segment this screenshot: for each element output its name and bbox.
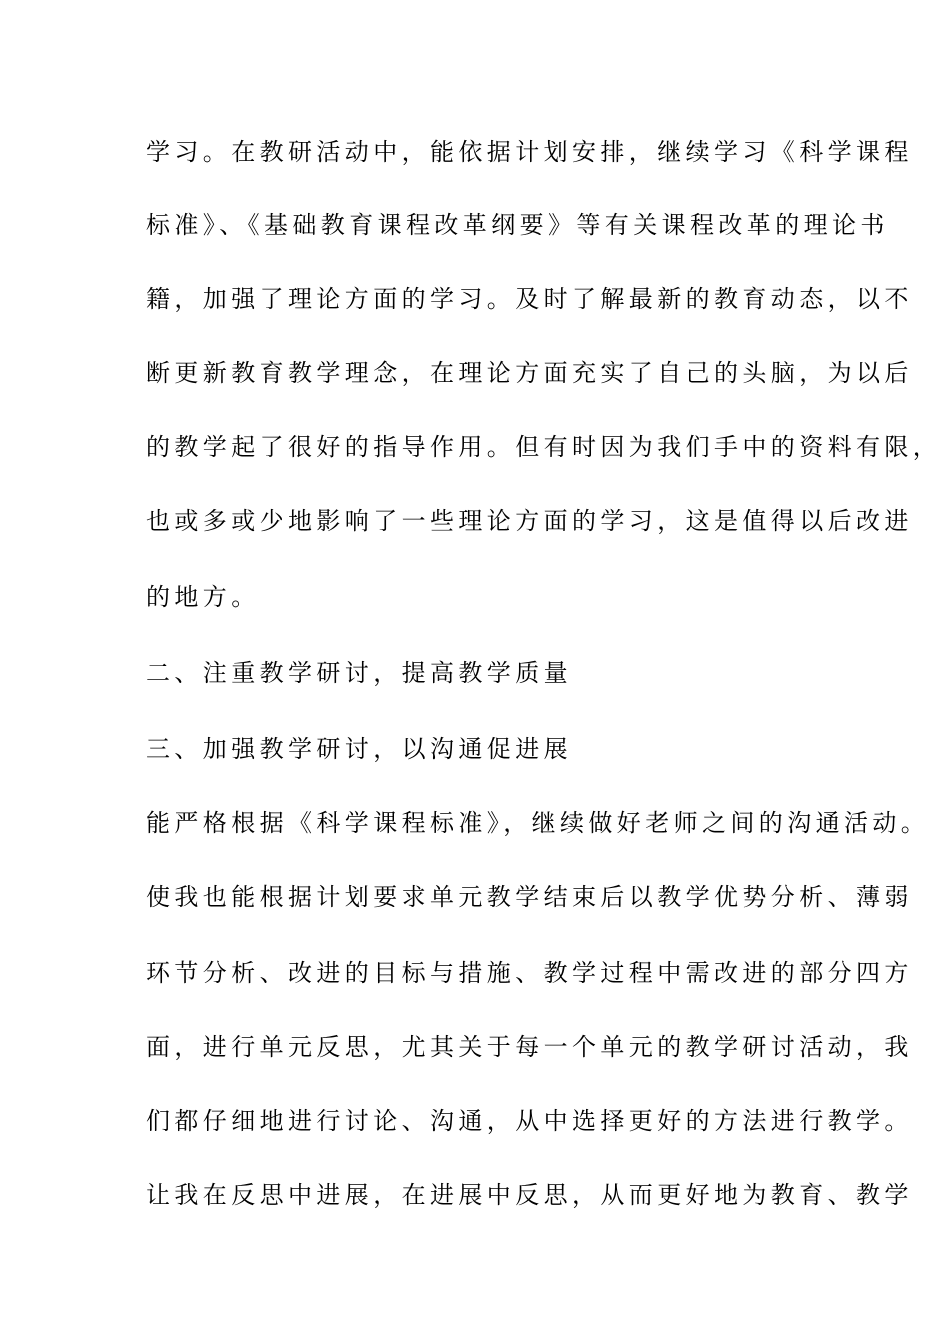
section-heading-3: 三、加强教学研讨，以沟通促进展 <box>146 735 572 763</box>
paragraph-line-11: 面，进行单元反思，尤其关于每一个单元的教学研讨活动，我 <box>146 1033 913 1061</box>
paragraph-line-12: 们都仔细地进行讨论、沟通，从中选择更好的方法进行教学。 <box>146 1107 913 1135</box>
paragraph-line-2: 标准》、《基础教育课程改革纲要》等有关课程改革的理论书 <box>146 211 889 239</box>
paragraph-line-5: 的教学起了很好的指导作用。但有时因为我们手中的资料有限， <box>146 433 942 461</box>
paragraph-line-4: 断更新教育教学理念，在理论方面充实了自己的头脑，为以后 <box>146 359 913 387</box>
section-heading-2: 二、注重教学研讨，提高教学质量 <box>146 659 572 687</box>
paragraph-line-10: 环节分析、改进的目标与措施、教学过程中需改进的部分四方 <box>146 959 913 987</box>
paragraph-line-1: 学习。在教研活动中，能依据计划安排，继续学习《科学课程 <box>146 138 913 166</box>
paragraph-line-13: 让我在反思中进展，在进展中反思，从而更好地为教育、教学 <box>146 1181 913 1209</box>
paragraph-line-6: 也或多或少地影响了一些理论方面的学习，这是值得以后改进 <box>146 507 913 535</box>
paragraph-line-7: 的地方。 <box>146 583 260 611</box>
paragraph-line-8: 能严格根据《科学课程标准》，继续做好老师之间的沟通活动。 <box>146 809 930 837</box>
paragraph-line-9: 使我也能根据计划要求单元教学结束后以教学优势分析、薄弱 <box>146 883 913 911</box>
paragraph-line-3: 籍，加强了理论方面的学习。及时了解最新的教育动态，以不 <box>146 285 913 313</box>
